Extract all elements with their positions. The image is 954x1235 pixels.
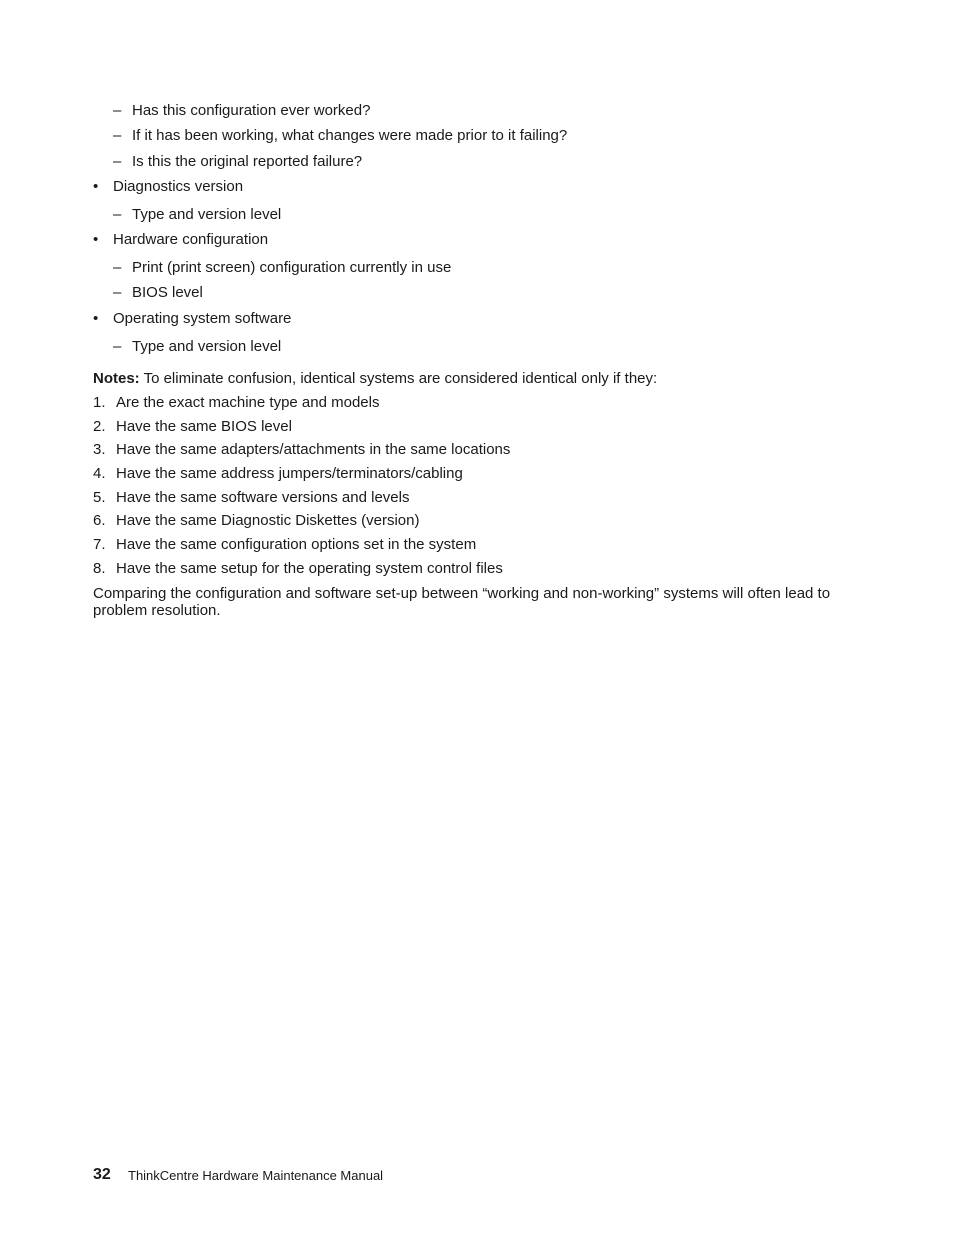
item-number: 2. bbox=[93, 418, 106, 435]
item-text: Have the same address jumpers/terminators/cabling bbox=[116, 465, 463, 482]
page-number: 32 bbox=[93, 1166, 111, 1183]
bullet-marker: • bbox=[93, 231, 99, 248]
item-text: Have the same BIOS level bbox=[116, 418, 292, 435]
notes-text: To eliminate confusion, identical systems are considered identical only if they: bbox=[139, 370, 658, 387]
dash-item-text: Type and version level bbox=[132, 206, 282, 223]
item-text: Have the same configuration options set in the system bbox=[116, 536, 477, 553]
item-number: 3. bbox=[93, 441, 106, 458]
dash-item-text: If it has been working, what changes were made prior to it failing? bbox=[132, 127, 568, 144]
dash-marker: – bbox=[113, 284, 122, 301]
item-text: Have the same Diagnostic Diskettes (version) bbox=[116, 512, 420, 529]
item-text: Have the same software versions and levels bbox=[116, 489, 410, 506]
bullet-item-text: Hardware configuration bbox=[113, 231, 269, 248]
dash-marker: – bbox=[113, 259, 122, 276]
item-text: Are the exact machine type and models bbox=[116, 394, 380, 411]
dash-marker: – bbox=[113, 338, 122, 355]
dash-marker: – bbox=[113, 206, 122, 223]
dash-marker: – bbox=[113, 153, 122, 170]
dash-item-text: Is this the original reported failure? bbox=[132, 153, 363, 170]
dash-item-text: Type and version level bbox=[132, 338, 282, 355]
item-text: Have the same adapters/attachments in the same locations bbox=[116, 441, 511, 458]
bullet-marker: • bbox=[93, 178, 99, 195]
bullet-item-text: Diagnostics version bbox=[113, 178, 244, 195]
notes-label: Notes: bbox=[93, 370, 140, 387]
dash-item-text: Print (print screen) configuration currently in use bbox=[132, 259, 452, 276]
bullet-item-text: Operating system software bbox=[113, 310, 292, 327]
manual-title: ThinkCentre Hardware Maintenance Manual bbox=[128, 1168, 384, 1183]
item-number: 4. bbox=[93, 465, 106, 482]
dash-marker: – bbox=[113, 102, 122, 119]
dash-item-text: BIOS level bbox=[132, 284, 203, 301]
notes-paragraph bbox=[93, 370, 657, 388]
conclusion-paragraph: Comparing the configuration and software set-up between “working and non-working” systems will often lead to problem resolution. bbox=[93, 585, 831, 619]
bullet-marker: • bbox=[93, 310, 99, 327]
dash-marker: – bbox=[113, 127, 122, 144]
dash-item-text: Has this configuration ever worked? bbox=[132, 102, 371, 119]
item-number: 6. bbox=[93, 512, 106, 529]
item-text: Have the same setup for the operating system control files bbox=[116, 560, 503, 577]
item-number: 1. bbox=[93, 394, 106, 411]
item-number: 5. bbox=[93, 489, 106, 506]
item-number: 7. bbox=[93, 536, 106, 553]
item-number: 8. bbox=[93, 560, 106, 577]
